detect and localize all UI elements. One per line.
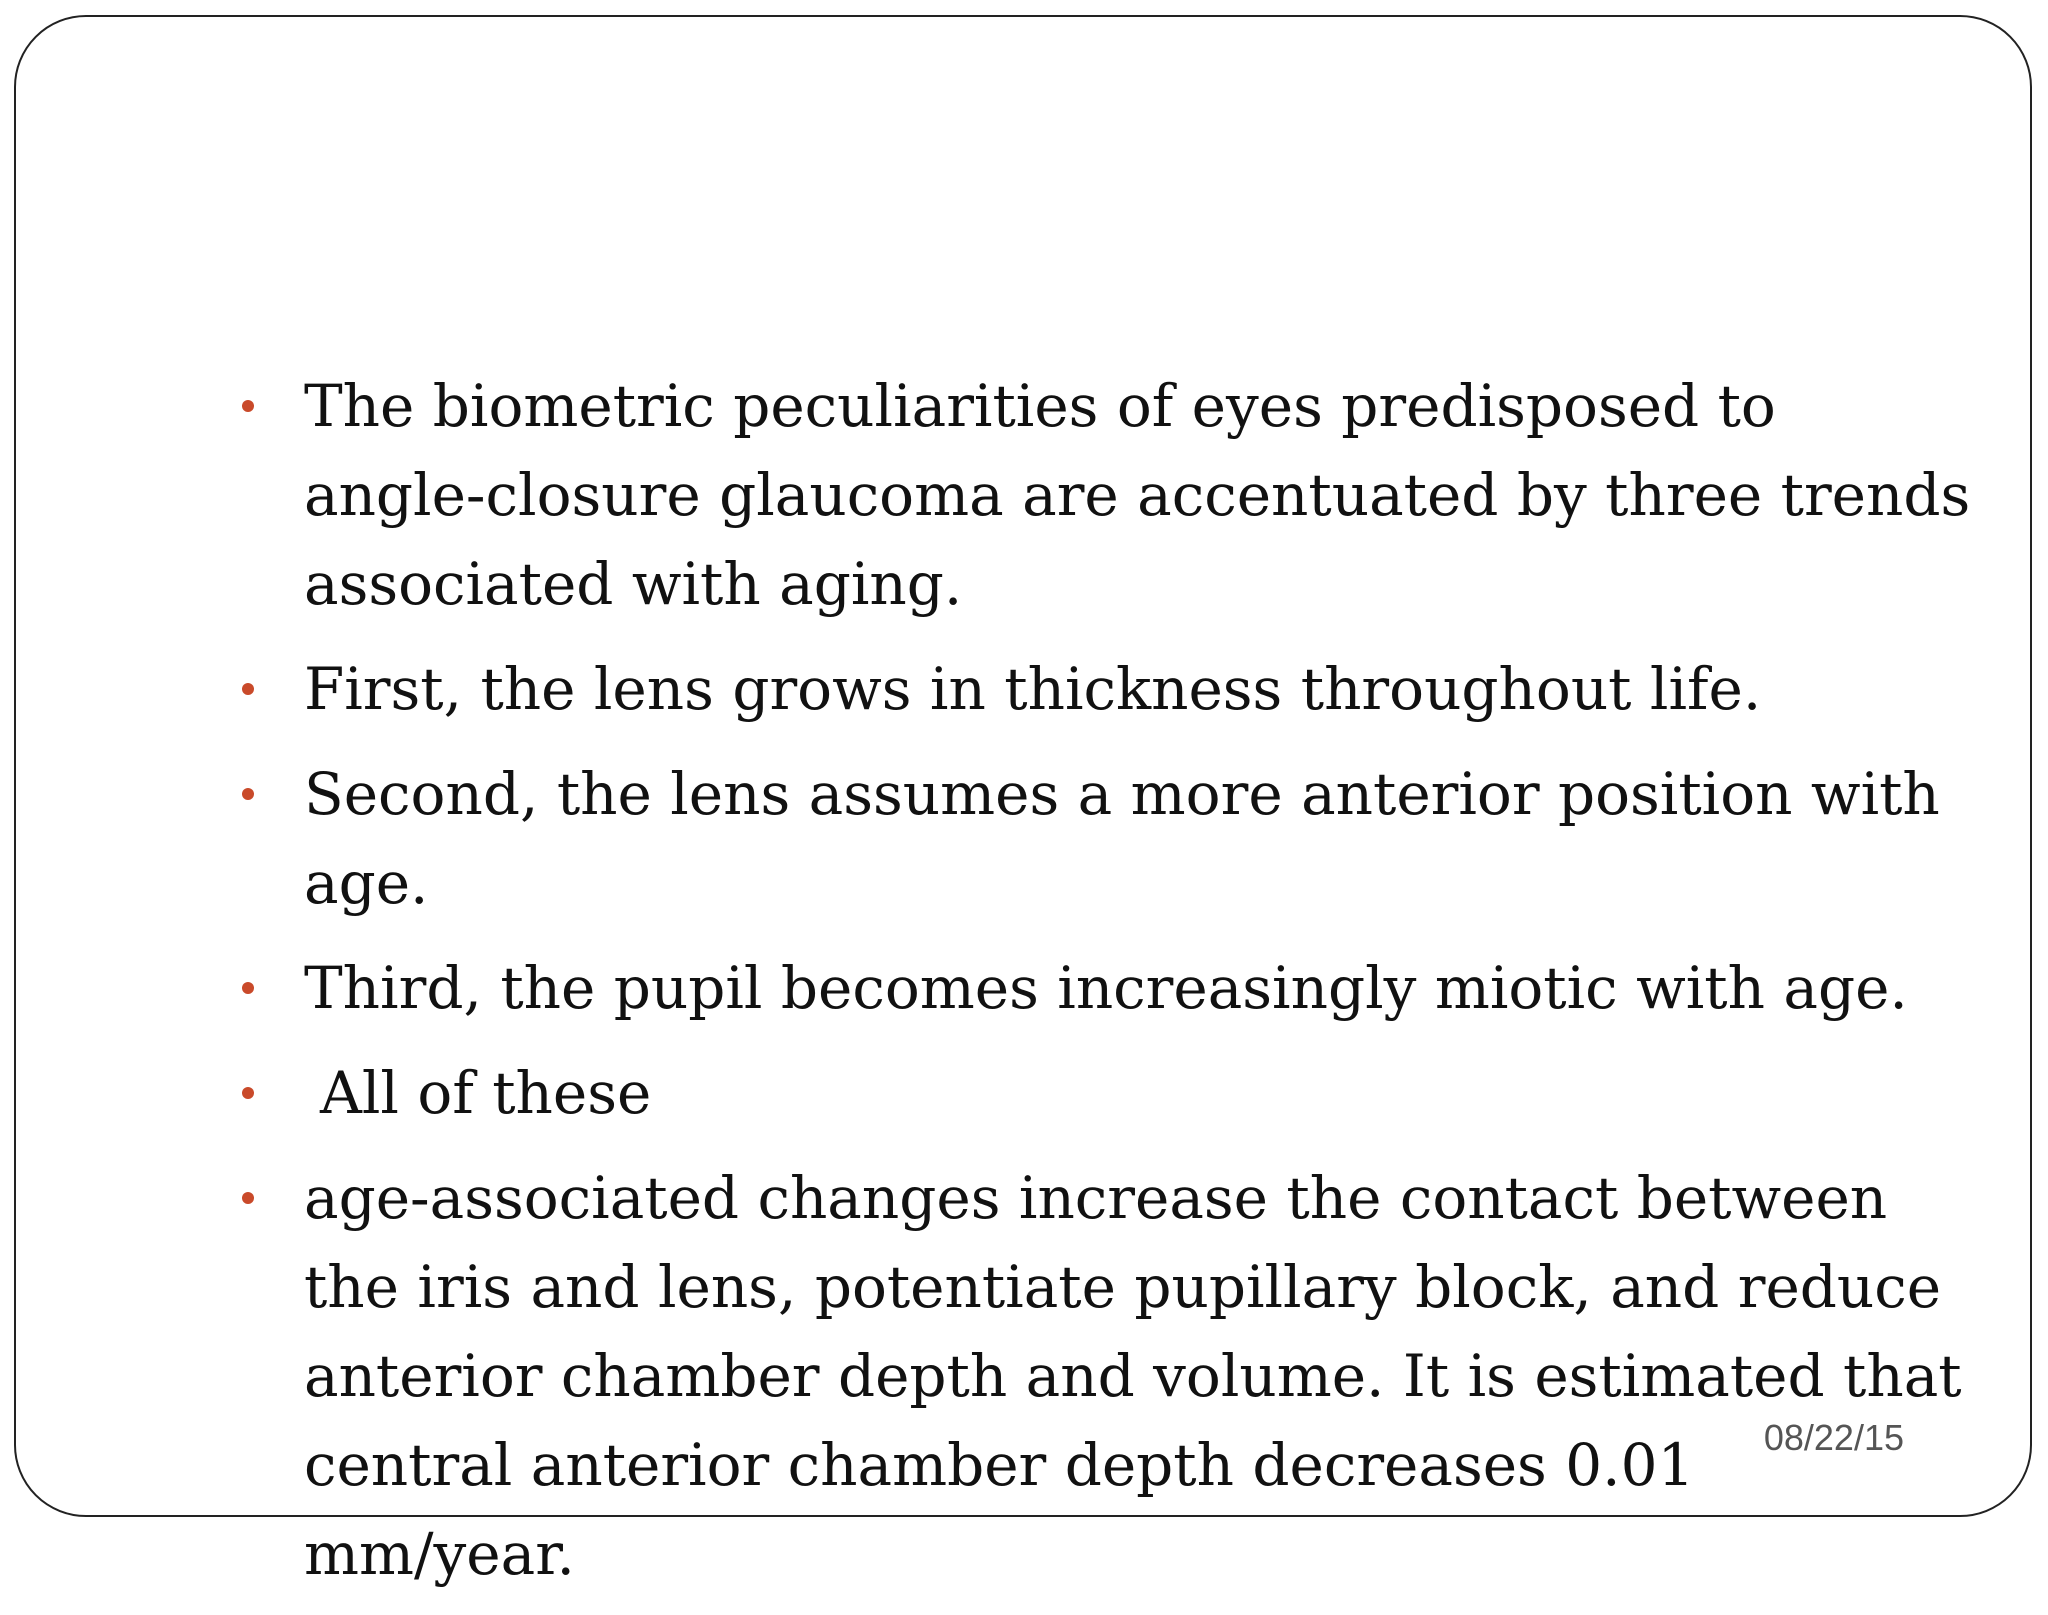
- bullet-dot-icon: [242, 1087, 254, 1099]
- bullet-item-4: [232, 944, 1972, 1033]
- bullet-text: First, the lens grows in thickness throughout life.: [304, 655, 1762, 723]
- bullet-item-5: [232, 1049, 1972, 1138]
- bullet-text: age-associated changes increase the contact between the iris and lens, potentiate pupillary block, and reduce anterior chamber depth and volume. It is estimated that central anterior chamber depth decreases 0.01 mm/year.: [304, 1164, 1962, 1588]
- bullet-dot-icon: [242, 788, 254, 800]
- bullet-text: Second, the lens assumes a more anterior position with age.: [304, 760, 1940, 917]
- bullet-text: All of these: [320, 1059, 652, 1127]
- bullet-text: Third, the pupil becomes increasingly miotic with age.: [304, 954, 1908, 1022]
- bullet-text: The biometric peculiarities of eyes predisposed to angle-closure glaucoma are accentuated by three trends associated with aging.: [304, 372, 1971, 618]
- bullet-list: [232, 362, 1972, 1615]
- bullet-dot-icon: [242, 1192, 254, 1204]
- bullet-dot-icon: [242, 683, 254, 695]
- bullet-item-2: [232, 645, 1972, 734]
- slide-date: 08/22/15: [1763, 1417, 1904, 1458]
- bullet-item-6: [232, 1154, 1972, 1599]
- bullet-dot-icon: [242, 400, 254, 412]
- bullet-dot-icon: [242, 982, 254, 994]
- bullet-item-1: [232, 362, 1972, 629]
- slide-frame: [14, 15, 2032, 1588]
- bullet-item-3: [232, 750, 1972, 928]
